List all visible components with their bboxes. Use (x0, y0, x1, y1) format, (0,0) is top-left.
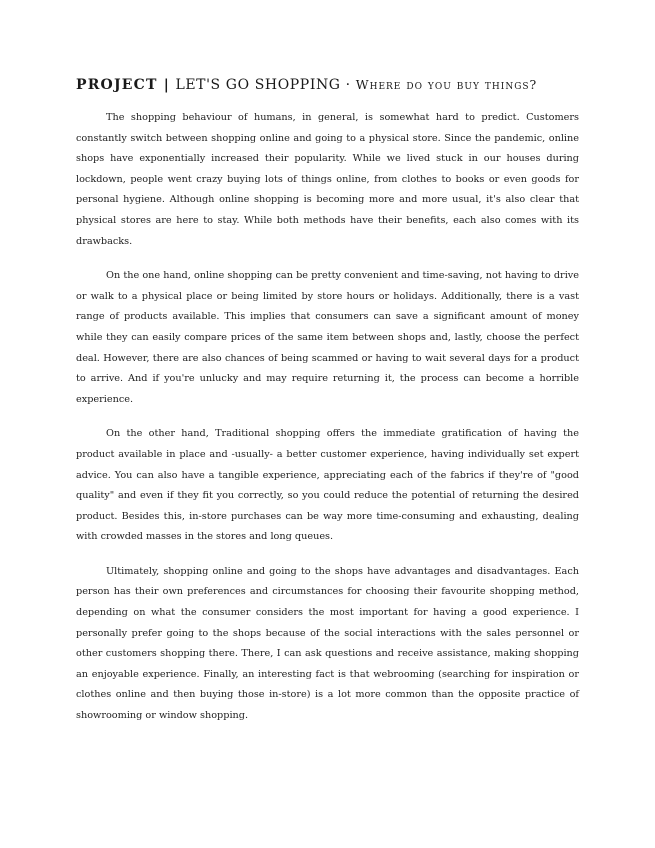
paragraph: On the other hand, Traditional shopping offers the immediate gratification of having the product available in place and -usually- a better customer experience, having individually set expert advice. You can also have a tangible experience, appreciating each of the fabrics if they're of "good quality" and even if they fit you correctly, so you could reduce the potential of returning the desired product. Besides this, in-store purchases can be way more time-consuming and exhausting, dealing with crowded masses in the stores and long queues. (76, 428, 579, 543)
title-main: LET'S GO SHOPPING · (175, 77, 351, 93)
document-title (76, 74, 586, 96)
title-project: PROJECT (76, 77, 158, 93)
paragraph: On the one hand, online shopping can be pretty convenient and time-saving, not having to drive or walk to a physical place or being limited by store hours or holidays. Additionally, there is a vast range of products available. This implies that consumers can save a significant amount of money while they can easily compare prices of the same item between shops and, lastly, choose the perfect deal. However, there are also chances of being scammed or having to wait several days for a product to arrive. And if you're unlucky and may require returning it, the process can become a horrible experience. (76, 270, 579, 405)
document-body (76, 108, 579, 741)
title-separator: | (163, 77, 170, 93)
paragraph: Ultimately, shopping online and going to the shops have advantages and disadvantages. Each person has their own preferences and circumstances for choosing their favourite shopping method, depending on what the consumer considers the most important for having a good experience. I personally prefer going to the shops because of the social interactions with the sales personnel or other customers shopping there. There, I can ask questions and receive assistance, making shopping an enjoyable experience. Finally, an interesting fact is that webrooming (searching for inspiration or clothes online and then buying those in-store) is a lot more common than the opposite practice of showrooming or window shopping. (76, 565, 579, 722)
paragraph: The shopping behaviour of humans, in general, is somewhat hard to predict. Customers constantly switch between shopping online and going to a physical store. Since the pandemic, online shops have exponentially increased their popularity. While we lived stuck in our houses during lockdown, people went crazy buying lots of things online, from clothes to books or even goods for personal hygiene. Although online shopping is becoming more and more usual, it's also clear that physical stores are here to stay. While both methods have their benefits, each also comes with its drawbacks. (76, 112, 579, 247)
title-subtitle: Where do you buy things? (355, 77, 538, 92)
